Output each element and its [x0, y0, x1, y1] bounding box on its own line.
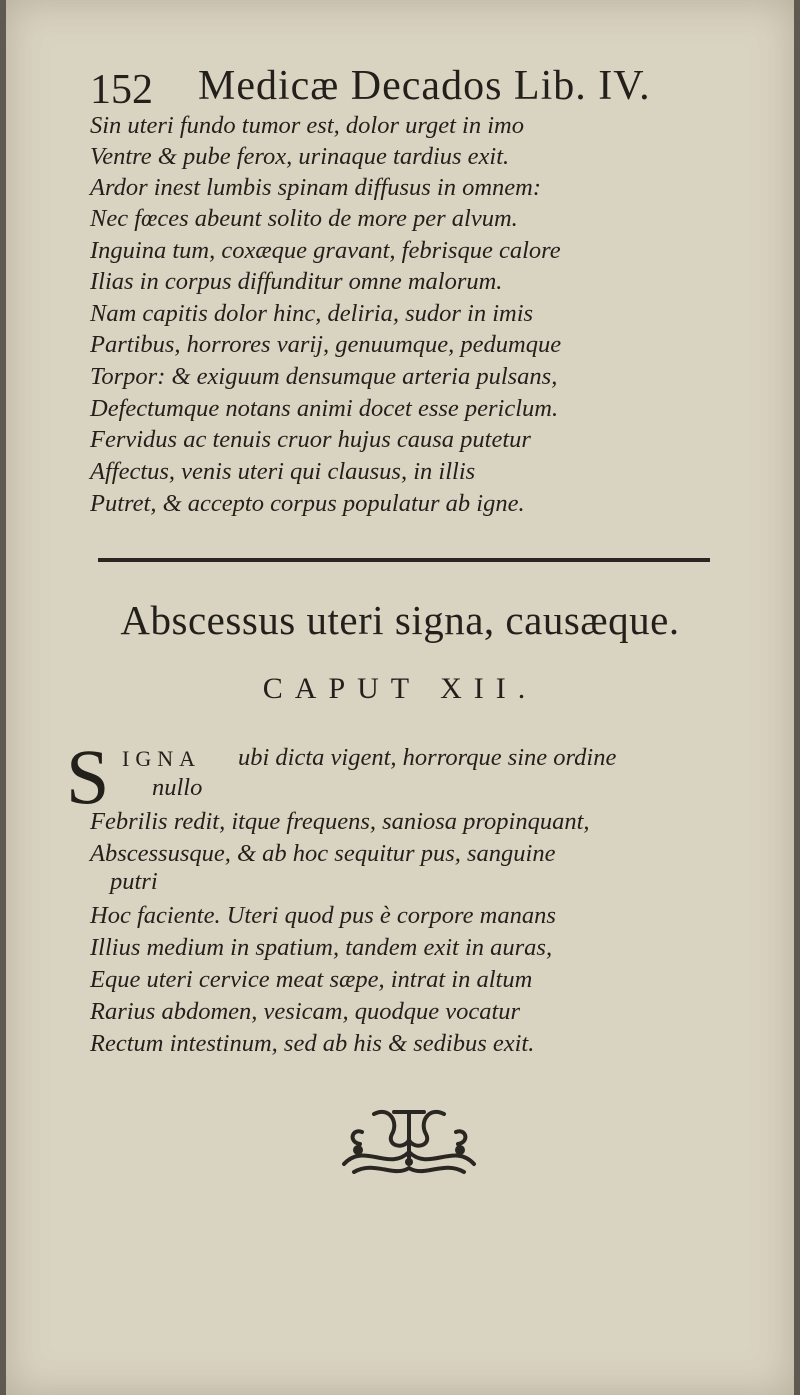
verse-line: Abscessusque, & ab hoc sequitur pus, sanguine [90, 840, 556, 867]
verse-line: Sin uteri fundo tumor est, dolor urget in imo [90, 112, 524, 139]
verse-line: Nam capitis dolor hinc, deliria, sudor in imis [90, 300, 534, 327]
section-divider-rule [98, 558, 710, 562]
verse-line: Torpor: & exiguum densumque arteria pulsans, [90, 363, 558, 390]
verse-line: Partibus, horrores varij, genuumque, pedumque [90, 331, 562, 358]
verse-line: Putret, & accepto corpus populatur ab igne. [90, 490, 525, 517]
verse-line: nullo [152, 774, 203, 801]
small-caps-opening: IGNA [122, 746, 201, 771]
section-title: Abscessus uteri signa, causæque. [120, 597, 680, 643]
verse-line: Inguina tum, coxæque gravant, febrisque calore [90, 237, 561, 264]
book-page [6, 0, 794, 1395]
verse-line: Affectus, venis uteri qui clausus, in illis [90, 458, 476, 485]
verse-line: Rarius abdomen, vesicam, quodque vocatur [90, 998, 521, 1025]
verse-line: Ardor inest lumbis spinam diffusus in omnem: [90, 174, 541, 201]
drop-cap: S [66, 733, 110, 820]
verse-line: Eque uteri cervice meat sæpe, intrat in altum [90, 966, 533, 993]
verse-line: Fervidus ac tenuis cruor hujus causa putetur [90, 426, 531, 453]
verse-line: Illius medium in spatium, tandem exit in auras, [90, 934, 553, 961]
floral-tailpiece-ornament [334, 1102, 484, 1178]
chapter-heading: CAPUT XII. [262, 672, 538, 705]
verse-line: ubi dicta vigent, horrorque sine ordine [238, 744, 617, 771]
verse-line: Ilias in corpus diffunditur omne malorum. [90, 268, 503, 295]
running-title: Medicæ Decados Lib. IV. [198, 63, 651, 109]
verse-line: putri [110, 868, 158, 895]
page-number: 152 [90, 67, 153, 113]
verse-line: Rectum intestinum, sed ab his & sedibus exit. [90, 1030, 535, 1057]
verse-line: Defectumque notans animi docet esse periclum. [90, 395, 559, 422]
verse-line: Nec fœces abeunt solito de more per alvum. [90, 205, 518, 232]
verse-line: Ventre & pube ferox, urinaque tardius exit. [90, 143, 510, 170]
verse-line: Febrilis redit, itque frequens, saniosa propinquant, [90, 808, 590, 835]
verse-line: Hoc faciente. Uteri quod pus è corpore manans [90, 902, 556, 929]
